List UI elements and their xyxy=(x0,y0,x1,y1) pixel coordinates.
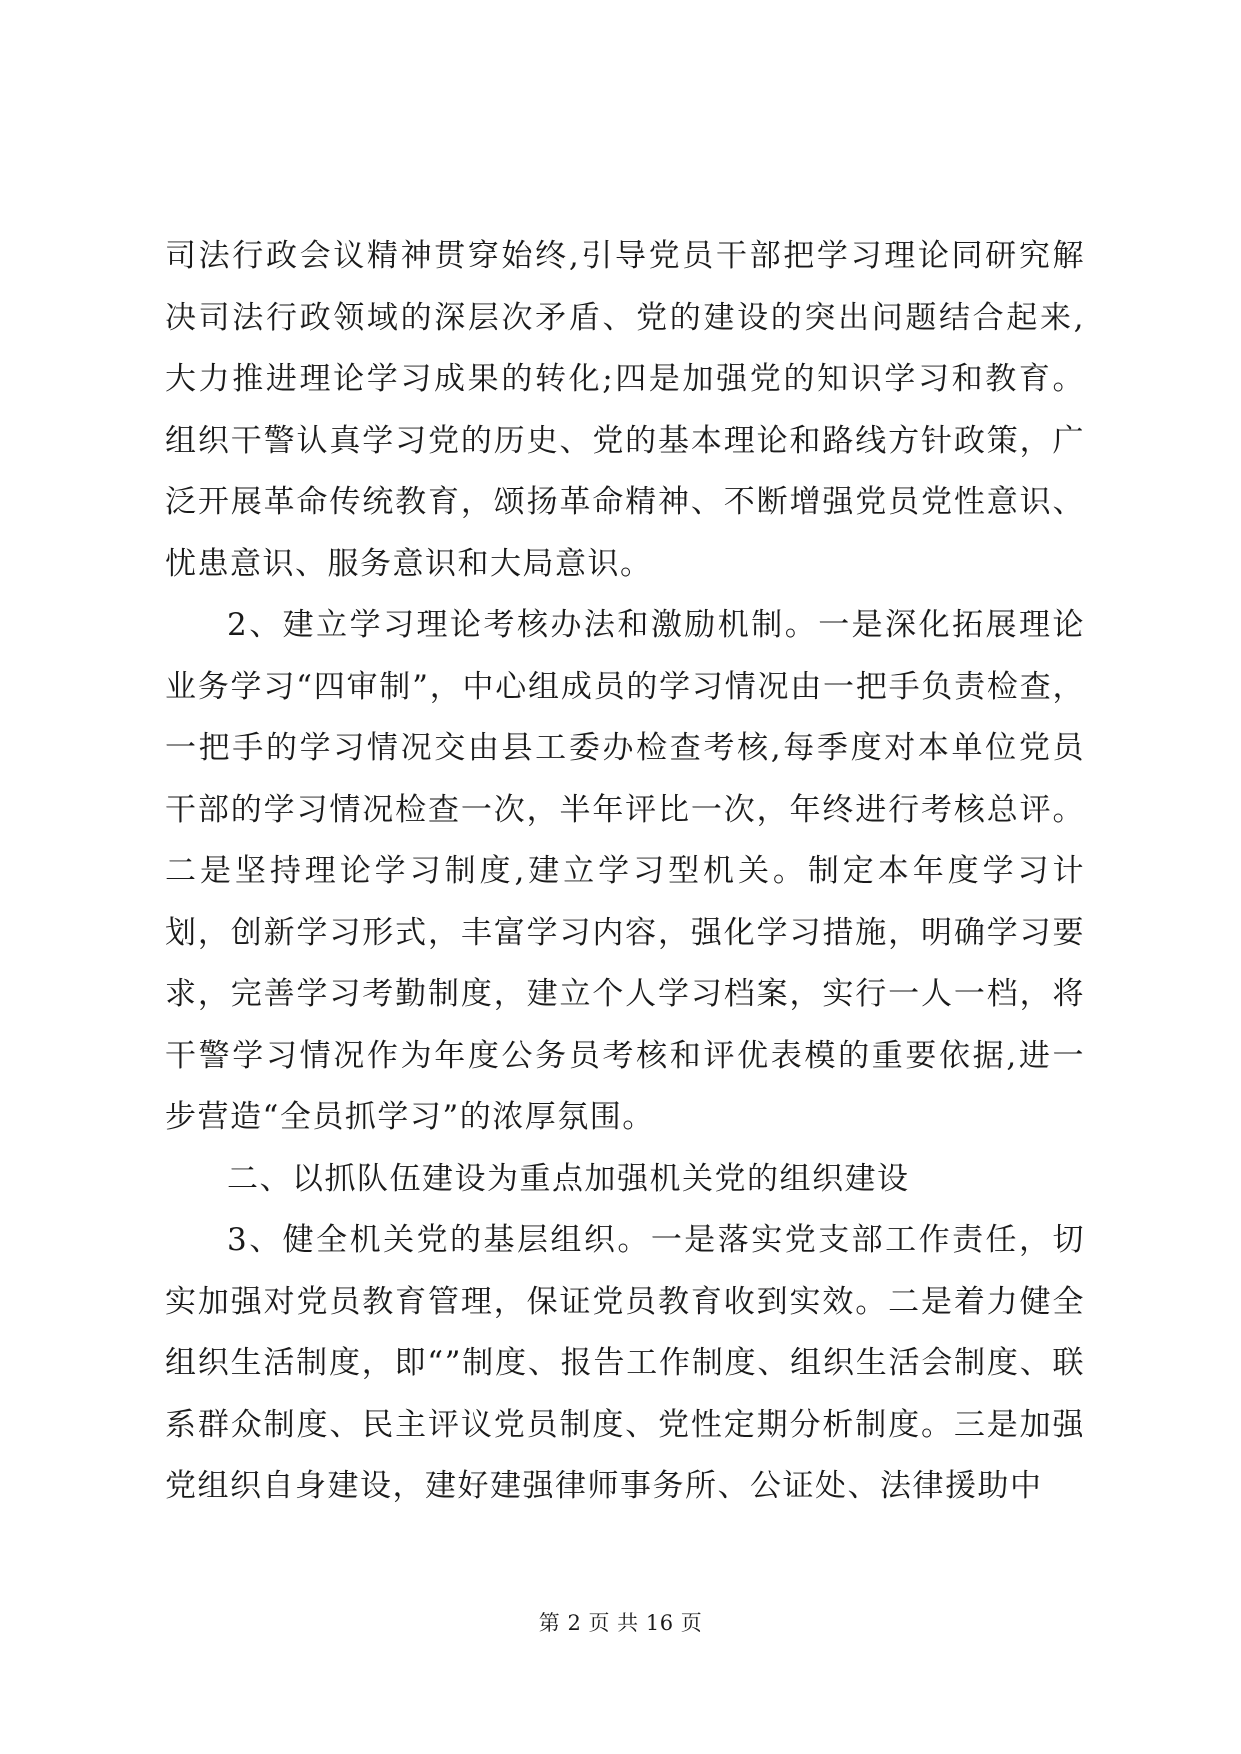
page-number-footer: 第 2 页 共 16 页 xyxy=(538,1611,703,1635)
document-body xyxy=(165,226,1085,1518)
section-heading: 二、以抓队伍建设为重点加强机关党的组织建设 xyxy=(227,1160,910,1197)
paragraph-1: 司法行政会议精神贯穿始终,引导党员干部把学习理论同研究解决司法行政领域的深层次矛盾、党的建设的突出问题结合起来,大力推进理论学习成果的转化;四是加强党的知识学习和教育。组织干警认真学习党的历史、党的基本理论和路线方针政策，广泛开展革命传统教育，颂扬革命精神、不断增强党员党性意识、忧患意识、服务意识和大局意识。 xyxy=(165,238,1085,582)
paragraph-2: 2、建立学习理论考核办法和激励机制。一是深化拓展理论业务学习“四审制”，中心组成员的学习情况由一把手负责检查，一把手的学习情况交由县工委办检查考核,每季度对本单位党员干部的学习情况检查一次，半年评比一次，年终进行考核总评。二是坚持理论学习制度,建立学习型机关。制定本年度学习计划，创新学习形式，丰富学习内容，强化学习措施，明确学习要求，完善学习考勤制度，建立个人学习档案，实行一人一档，将干警学习情况作为年度公务员考核和评优表模的重要依据,进一步营造“全员抓学习”的浓厚氛围。 xyxy=(165,607,1085,1135)
paragraph-3: 3、健全机关党的基层组织。一是落实党支部工作责任，切实加强对党员教育管理，保证党员教育收到实效。二是着力健全组织生活制度，即“”制度、报告工作制度、组织生活会制度、联系群众制度、民主评议党员制度、党性定期分析制度。三是加强党组织自身建设，建好建强律师事务所、公证处、法律援助中 xyxy=(165,1222,1085,1504)
